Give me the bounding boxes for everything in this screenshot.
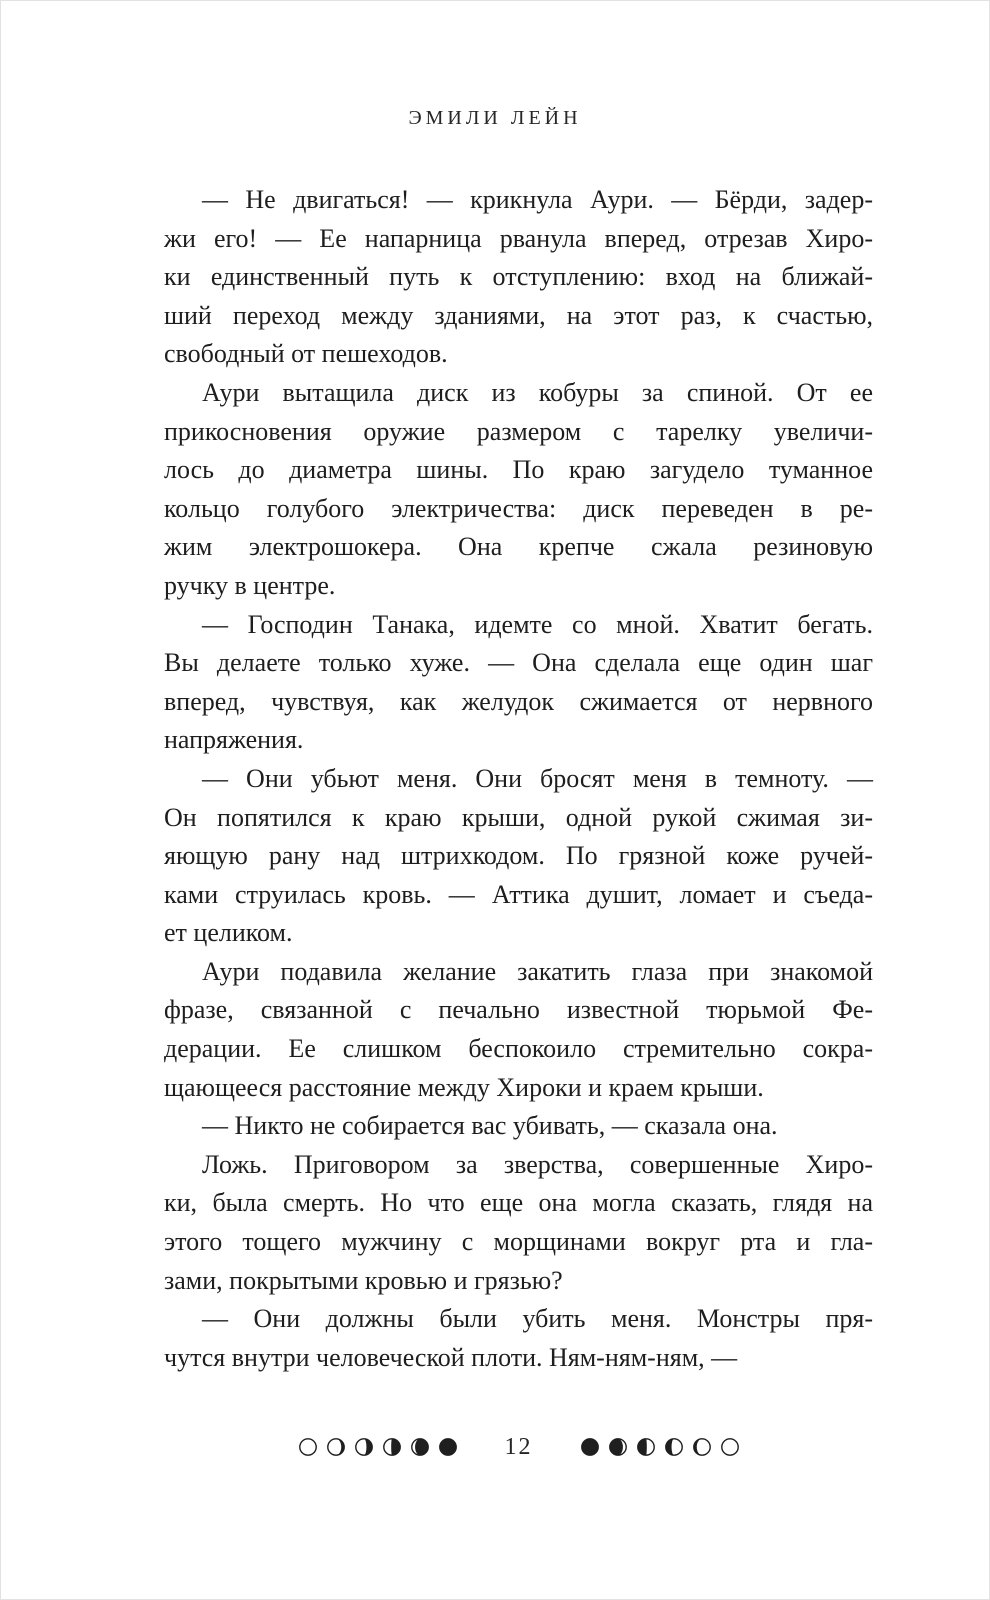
text-line: Он попятился к краю крыши, одной рукой сжимая зи- xyxy=(164,802,873,832)
text-line: ручку в центре. xyxy=(164,570,336,600)
moon-phase-waning-3-icon xyxy=(635,1436,657,1458)
page-footer xyxy=(164,1433,873,1461)
text-line: свободный от пешеходов. xyxy=(164,339,448,369)
text-line: напряжения. xyxy=(164,725,304,755)
text-line: прикосновения оружие размером с тарелку увеличи- xyxy=(164,416,873,446)
moon-phase-waxing-2-icon xyxy=(353,1436,375,1458)
paragraph xyxy=(164,374,873,606)
paragraph xyxy=(164,181,873,374)
moon-phase-waxing-3-icon xyxy=(381,1436,403,1458)
text-line: — Никто не собирается вас убивать, — сказала она. xyxy=(202,1111,778,1141)
body-text xyxy=(164,181,873,1377)
text-line: ший переход между зданиями, на этот раз, к счастью, xyxy=(164,300,873,330)
text-line: — Не двигаться! — крикнула Аури. — Бёрди, задер- xyxy=(202,185,873,214)
text-line: Вы делаете только хуже. — Она сделала еще один шаг xyxy=(164,648,873,678)
text-line: вперед, чувствуя, как желудок сжимается от нервного xyxy=(164,686,873,716)
text-line: Аури подавила желание закатить глаза при знакомой xyxy=(202,956,873,986)
moon-phase-ornament-right xyxy=(579,1436,741,1458)
text-line: — Они должны были убить меня. Монстры пря- xyxy=(202,1304,873,1334)
page-number: 12 xyxy=(504,1433,533,1460)
paragraph xyxy=(164,1146,873,1300)
text-line: дерации. Ее слишком беспокоило стремительно сокра- xyxy=(164,1034,873,1064)
text-line: фразе, связанной с печально известной тюрьмой Фе- xyxy=(164,995,873,1025)
text-line: ки единственный путь к отступлению: вход на ближай- xyxy=(164,262,873,292)
moon-phase-new-icon xyxy=(297,1436,319,1458)
moon-phase-waning-1-icon xyxy=(691,1436,713,1458)
text-line: яющую рану над штрихкодом. По грязной коже ручей- xyxy=(164,841,873,871)
running-header: ЭМИЛИ ЛЕЙН xyxy=(408,107,582,129)
moon-phase-new-icon xyxy=(719,1436,741,1458)
moon-phase-ornament-left xyxy=(297,1436,459,1458)
text-line: ет целиком. xyxy=(164,918,293,948)
paragraph xyxy=(164,1107,873,1146)
moon-phase-waxing-1-icon xyxy=(325,1436,347,1458)
text-line: этого тощего мужчину с морщинами вокруг рта и гла- xyxy=(164,1227,873,1257)
text-line: лось до диаметра шины. По краю загудело туманное xyxy=(164,455,873,485)
text-line: кольцо голубого электричества: диск переведен в ре- xyxy=(164,493,873,523)
moon-phase-waning-4-icon xyxy=(607,1436,629,1458)
paragraph xyxy=(164,953,873,1107)
text-line: щающееся расстояние между Хироки и краем крыши. xyxy=(164,1072,764,1102)
moon-phase-waning-2-icon xyxy=(663,1436,685,1458)
text-line: жи его! — Ее напарница рванула вперед, отрезав Хиро- xyxy=(164,223,873,253)
paragraph xyxy=(164,1300,873,1377)
text-line: — Они убьют меня. Они бросят меня в темноту. — xyxy=(202,763,873,793)
text-line: — Господин Танака, идемте со мной. Хватит бегать. xyxy=(202,609,873,639)
moon-phase-waxing-4-icon xyxy=(409,1436,431,1458)
paragraph xyxy=(164,760,873,953)
text-line: ками струилась кровь. — Аттика душит, ломает и съеда- xyxy=(164,879,873,909)
moon-phase-full-icon xyxy=(437,1436,459,1458)
text-line: Аури вытащила диск из кобуры за спиной. От ее xyxy=(202,377,873,407)
moon-phase-full-icon xyxy=(579,1436,601,1458)
paragraph xyxy=(164,606,873,760)
text-line: зами, покрытыми кровью и грязью? xyxy=(164,1265,563,1295)
text-line: ки, была смерть. Но что еще она могла сказать, глядя на xyxy=(164,1188,873,1218)
text-line: чутся внутри человеческой плоти. Ням-ням-ням, — xyxy=(164,1342,738,1372)
text-line: жим электрошокера. Она крепче сжала резиновую xyxy=(164,532,873,562)
text-line: Ложь. Приговором за зверства, совершенные Хиро- xyxy=(202,1149,873,1179)
